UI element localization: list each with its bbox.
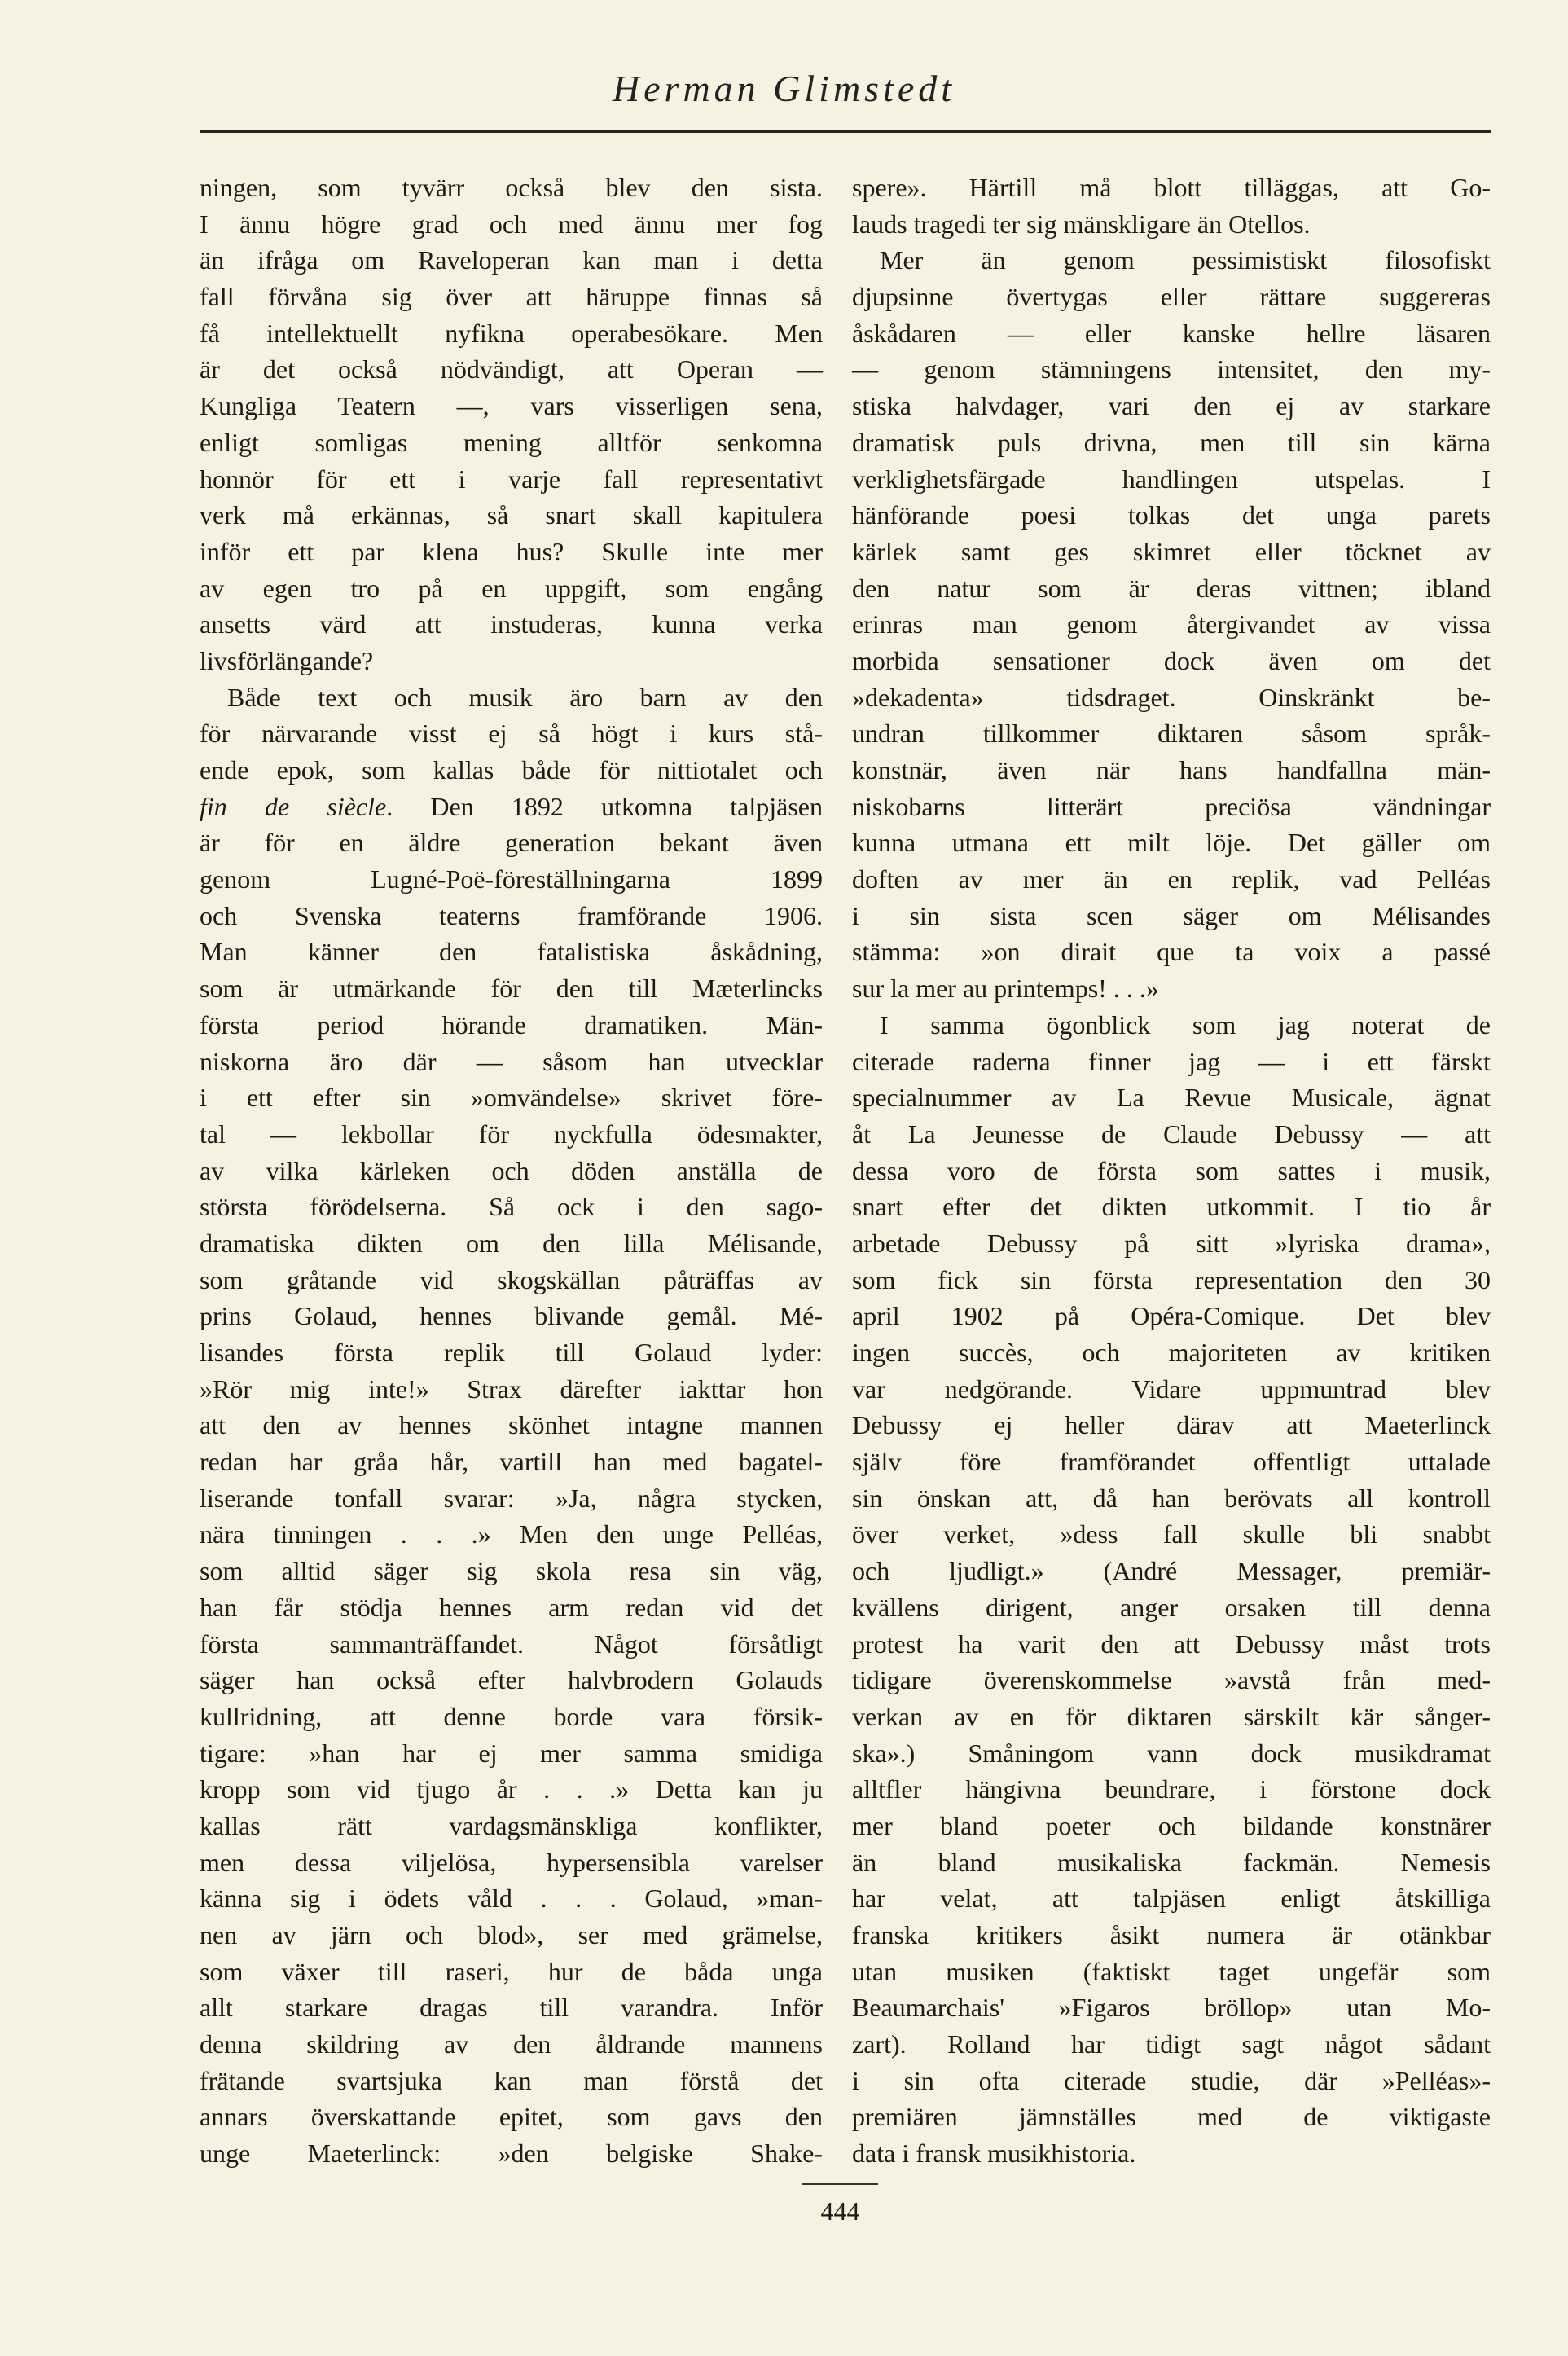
text-line: stiska halvdager, vari den ej av starkare [852,391,1491,421]
text-line: denna skildring av den åldrande mannens [200,2029,823,2059]
text-line: protest ha varit den att Debussy måst trots [852,1629,1491,1659]
text-line: ska».) Småningom vann dock musikdramat [852,1738,1491,1768]
footer-rule [802,2183,878,2185]
text-line: alltfler hängivna beundrare, i förstone dock [852,1774,1491,1804]
text-line: spere». Härtill må blott tilläggas, att Go- [852,173,1491,202]
text-line: »dekadenta» tidsdraget. Oinskränkt be- [852,682,1491,712]
text-line: säger han också efter halvbrodern Golauds [200,1665,823,1695]
page-number: 444 [820,2196,860,2226]
text-line: Beaumarchais' »Figaros bröllop» utan Mo- [852,1993,1491,2023]
text-line: första sammanträffandet. Något försåtligt [200,1629,823,1659]
text-line: snart efter det dikten utkommit. I tio år [852,1192,1491,1222]
text-line: kunna utmana ett milt löje. Det gäller om [852,828,1491,858]
text-line: och Svenska teaterns framförande 1906. [200,900,823,930]
text-line: lauds tragedi ter sig mänskligare än Otellos. [852,209,1311,239]
text-line: den natur som är deras vittnen; ibland [852,573,1491,603]
text-line: specialnummer av La Revue Musicale, ägnat [852,1083,1491,1113]
text-line: lisandes första replik till Golaud lyder: [200,1338,823,1367]
text-line: unge Maeterlinck: »den belgiske Shake- [200,2138,823,2169]
text-line: niskobarns litterärt preciösa vändningar [852,791,1491,821]
text-line: Man känner den fatalistiska åskådning, [200,937,823,967]
text-line: är för en äldre generation bekant även [200,828,823,858]
text-line: mer bland poeter och bildande konstnärer [852,1810,1491,1840]
text-line: få intellektuellt nyfikna operabesökare. Men [200,318,823,348]
text-line: åskådaren — eller kanske hellre läsaren [852,318,1491,348]
text-line: första period hörande dramatiken. Män- [200,1009,823,1040]
text-line: dramatisk puls drivna, men till sin kärna [852,427,1491,457]
text-line: nen av järn och blod», ser med grämelse, [200,1920,823,1949]
text-line: åt La Jeunesse de Claude Debussy — att [852,1119,1491,1149]
text-line: niskorna äro där — såsom han utvecklar [200,1046,823,1076]
text-line: honnör för ett i varje fall representativt [200,464,823,494]
text-line: ningen, som tyvärr också blev den sista. [200,173,823,202]
text-line: I ännu högre grad och med ännu mer fog [200,209,823,239]
text-line: som gråtande vid skogskällan påträffas av [200,1264,823,1294]
text-line [200,789,823,825]
text-line: enligt somligas mening alltför senkomna [200,427,823,457]
left-column [200,169,823,2172]
header-rule [200,130,1491,133]
text-line: dramatiska dikten om den lilla Mélisande, [200,1228,823,1258]
text-line: I samma ögonblick som jag noterat de [880,1009,1491,1040]
text-line: konstnär, även när hans handfallna män- [852,755,1491,785]
text-line: som fick sin första representation den 30 [852,1264,1491,1294]
text-line: som växer till raseri, hur de båda unga [200,1956,823,1986]
text-line: kärlek samt ges skimret eller töcknet av [852,536,1491,566]
text-line: djupsinne övertygas eller rättare suggereras [852,282,1491,312]
text-line: Mer än genom pessimistiskt filosofiskt [880,245,1491,275]
text-line: morbida sensationer dock även om det [852,645,1491,675]
text-line: premiären jämnställes med de viktigaste [852,2102,1491,2132]
text-line: Kungliga Teatern —, vars visserligen sena, [200,391,823,421]
italic-phrase: fin de siècle [200,791,387,821]
text-line: allt starkare dragas till varandra. Inför [200,1993,823,2023]
text-line: än ifråga om Raveloperan kan man i detta [200,245,823,275]
text-line: verk må erkännas, så snart skall kapitulera [200,500,823,530]
text-line: sin önskan att, då han berövats all kontroll [852,1483,1491,1513]
text-line: stämma: »on dirait que ta voix a passé [852,937,1491,967]
text-line: har velat, att talpjäsen enligt åtskilliga [852,1883,1491,1914]
text-line: fall förvåna sig över att häruppe finnas så [200,282,823,312]
text-line: livsförlängande? [200,645,374,675]
text-line: zart). Rolland har tidigt sagt något sådant [852,2029,1491,2059]
text-line: än bland musikaliska fackmän. Nemesis [852,1847,1491,1877]
text-line: sur la mer au printemps! . . .» [852,974,1159,1004]
text-line: redan har gråa hår, vartill han med bagatel- [200,1447,823,1477]
text-line: tal — lekbollar för nyckfulla ödesmakter, [200,1119,823,1149]
text-line: prins Golaud, hennes blivande gemål. Mé- [200,1301,823,1331]
text-line: ingen succès, och majoriteten av kritiken [852,1338,1491,1367]
text-line: kullridning, att denne borde vara försik- [200,1701,823,1731]
text-line: som alltid säger sig skola resa sin väg, [200,1556,823,1586]
text-line: undran tillkommer diktaren såsom språk- [852,719,1491,749]
text-line: kvällens dirigent, anger orsaken till denna [852,1592,1491,1622]
text-line: själv före framförandet offentligt uttalade [852,1447,1491,1477]
line-text: . Den 1892 utkomna talpjäsen [386,791,824,821]
text-line: erinras man genom återgivandet av vissa [852,609,1491,640]
right-column [852,169,1491,2172]
text-line: frätande svartsjuka kan man förstå det [200,2065,823,2095]
text-line: — genom stämningens intensitet, den my- [852,354,1491,385]
text-line: verkan av en för diktaren särskilt kär sånger- [852,1701,1491,1731]
text-line: i sin ofta citerade studie, där »Pelléas»- [852,2065,1491,2095]
text-line: men dessa viljelösa, hypersensibla varelser [200,1847,823,1877]
text-line: av vilka kärleken och döden anställa de [200,1155,823,1185]
text-line: ende epok, som kallas både för nittiotalet och [200,755,823,785]
text-line: känna sig i ödets våld . . . Golaud, »man- [200,1883,823,1914]
text-line: kallas rätt vardagsmänskliga konflikter, [200,1810,823,1840]
text-line: dessa voro de första som sattes i musik, [852,1155,1491,1185]
text-line: data i fransk musikhistoria. [852,2138,1136,2169]
text-line: kropp som vid tjugo år . . .» Detta kan ju [200,1774,823,1804]
text-line: Debussy ej heller därav att Maeterlinck [852,1410,1491,1440]
text-line: ansetts värd att instuderas, kunna verka [200,609,823,640]
text-line: genom Lugné-Poë-föreställningarna 1899 [200,864,823,894]
text-line: doften av mer än en replik, vad Pelléas [852,864,1491,894]
text-line: nära tinningen . . .» Men den unge Pelléas, [200,1519,823,1549]
text-line: av egen tro på en uppgift, som engång [200,573,823,603]
text-line: annars överskattande epitet, som gavs den [200,2102,823,2132]
text-line: utan musiken (faktiskt taget ungefär som [852,1956,1491,1986]
text-line: är det också nödvändigt, att Operan — [200,354,823,385]
text-line: »Rör mig inte!» Strax därefter iakttar hon [200,1374,823,1404]
text-line: största förödelserna. Så ock i den sago- [200,1192,823,1222]
running-head-author: Herman Glimstedt [612,68,956,109]
text-line: Både text och musik äro barn av den [227,682,823,712]
text-line: franska kritikers åsikt numera är otänkbar [852,1920,1491,1949]
text-line: över verket, »dess fall skulle bli snabbt [852,1519,1491,1549]
text-line: för närvarande visst ej så högt i kurs stå- [200,719,823,749]
text-line: arbetade Debussy på sitt »lyriska drama», [852,1228,1491,1258]
text-line: april 1902 på Opéra-Comique. Det blev [852,1301,1491,1331]
text-line: citerade raderna finner jag — i ett färskt [852,1046,1491,1076]
text-line: verklighetsfärgade handlingen utspelas. I [852,464,1491,494]
text-line: tidigare överenskommelse »avstå från med- [852,1665,1491,1695]
text-line: han får stödja hennes arm redan vid det [200,1592,823,1622]
text-line: och ljudligt.» (André Messager, premiär- [852,1556,1491,1586]
text-line: att den av hennes skönhet intagne mannen [200,1410,823,1440]
text-line: tigare: »han har ej mer samma smidiga [200,1738,823,1768]
text-line: som är utmärkande för den till Mæterlincks [200,974,823,1004]
text-line: hänförande poesi tolkas det unga parets [852,500,1491,530]
text-line: var nedgörande. Vidare uppmuntrad blev [852,1374,1491,1404]
text-line: i sin sista scen säger om Mélisandes [852,900,1491,930]
text-line: i ett efter sin »omvändelse» skrivet före- [200,1083,823,1113]
text-line: liserande tonfall svarar: »Ja, några stycken, [200,1483,823,1513]
text-line: inför ett par klena hus? Skulle inte mer [200,536,823,566]
